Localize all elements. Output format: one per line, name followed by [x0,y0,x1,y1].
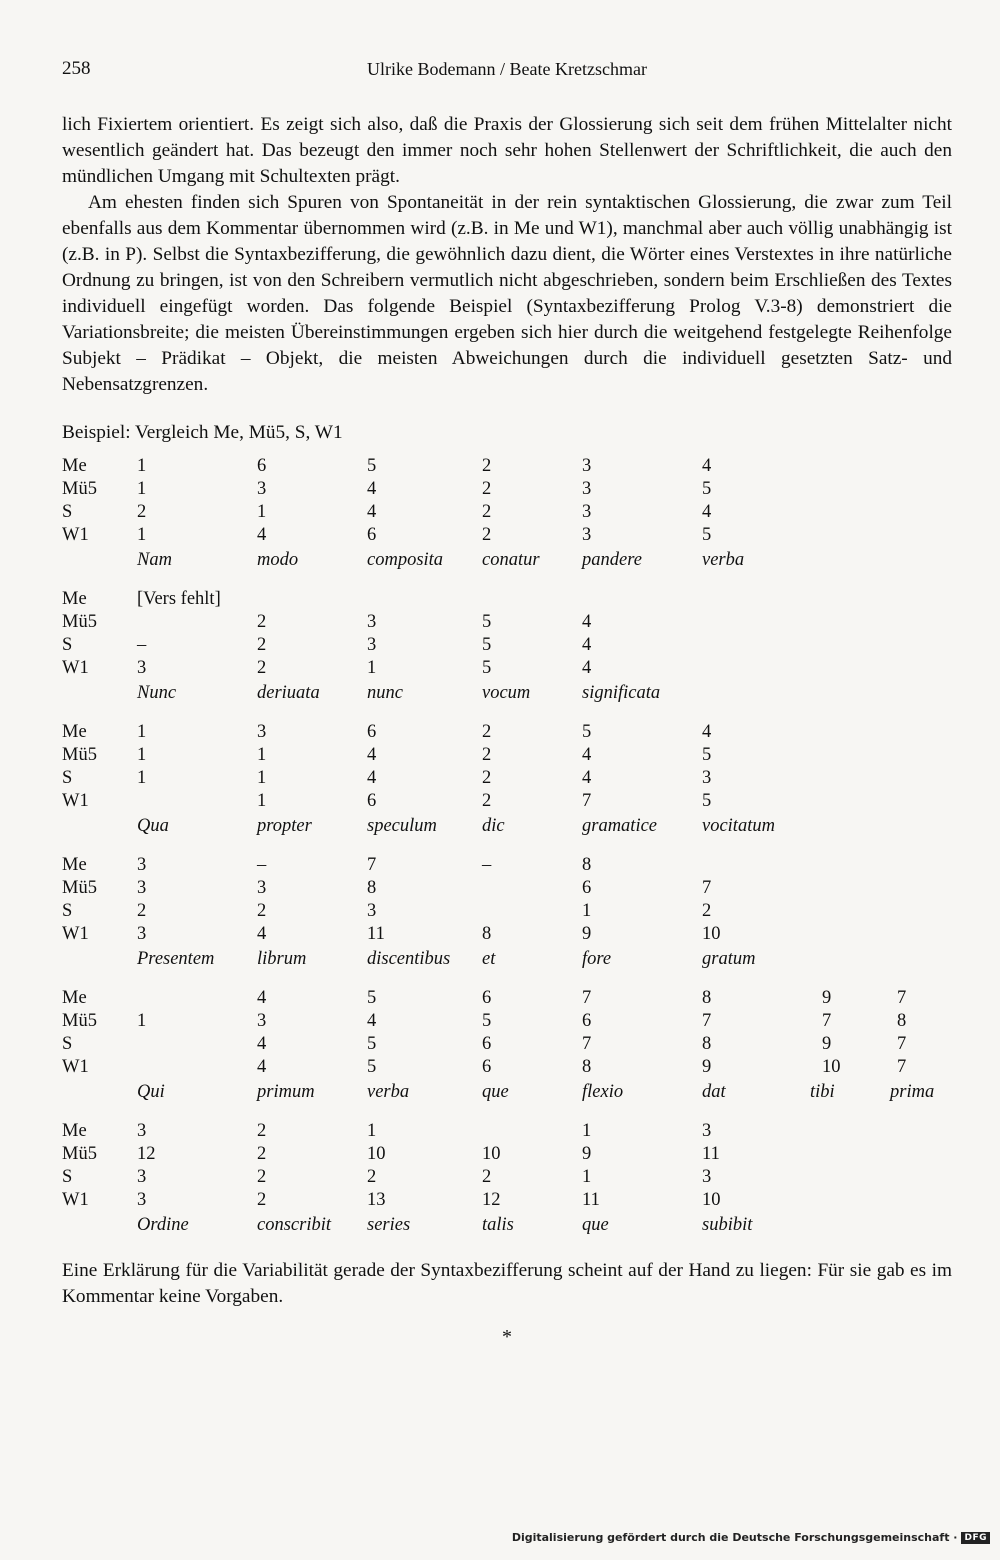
manuscript-siglum: Mü5 [62,878,97,898]
table-row [62,1011,952,1034]
table-row [62,479,952,502]
syntax-number: 1 [582,901,592,921]
latin-word: gramatice [582,816,658,836]
latin-word: librum [257,949,307,969]
syntax-number: 3 [702,768,712,788]
latin-word: Nam [137,550,172,570]
table-row [62,589,952,612]
latin-word: Presentem [137,949,215,969]
syntax-number: 3 [367,612,377,632]
latin-word: series [367,1215,411,1235]
latin-word: composita [367,550,444,570]
table-row [62,901,952,924]
syntax-number: 7 [582,1034,592,1054]
syntax-number: 1 [257,768,267,788]
latin-word: Qui [137,1082,165,1102]
syntax-number: 4 [257,525,267,545]
syntax-number: 1 [257,791,267,811]
manuscript-siglum: W1 [62,924,89,944]
syntax-number: 2 [257,901,267,921]
syntax-number: 4 [367,745,377,765]
syntax-number: 4 [367,768,377,788]
syntax-number: 3 [257,878,267,898]
syntax-number: 2 [482,502,492,522]
section-asterisk: * [502,1326,512,1348]
syntax-number: 4 [582,745,592,765]
latin-word: vocum [482,683,531,703]
syntax-number: 3 [257,1011,267,1031]
latin-word: speculum [367,816,437,836]
syntax-number: 2 [482,791,492,811]
latin-word: deriuata [257,683,320,703]
syntax-number: 7 [702,878,712,898]
syntax-number: 10 [822,1057,841,1077]
syntax-number: 4 [367,502,377,522]
syntax-number: 6 [482,1057,492,1077]
syntax-number: 6 [367,525,377,545]
syntax-number: 7 [367,855,377,875]
syntax-number: 3 [137,878,147,898]
manuscript-siglum: Mü5 [62,745,97,765]
table-block [62,1121,952,1240]
manuscript-siglum: Mü5 [62,1144,97,1164]
syntax-number: 2 [257,635,267,655]
manuscript-siglum: Me [62,1121,87,1141]
latin-word: que [582,1215,609,1235]
syntax-number: 4 [582,768,592,788]
syntax-number: 10 [367,1144,386,1164]
syntax-number: 8 [367,878,377,898]
dfg-logo: DFG [961,1532,990,1544]
syntax-number: 4 [582,658,592,678]
latin-word: Ordine [137,1215,189,1235]
latin-words-row [62,681,952,708]
syntax-number: 9 [582,1144,592,1164]
syntax-number: 3 [702,1121,712,1141]
syntax-number: 1 [137,768,147,788]
syntax-number: 11 [702,1144,720,1164]
syntax-number: 5 [367,1057,377,1077]
syntax-number: 2 [482,479,492,499]
syntax-number: 5 [367,1034,377,1054]
syntax-number: 7 [897,1034,907,1054]
syntax-number: 8 [897,1011,907,1031]
body-text [62,112,952,398]
syntax-number: 1 [582,1167,592,1187]
latin-word: et [482,949,496,969]
syntax-number: 2 [482,456,492,476]
syntax-number: 7 [897,1057,907,1077]
syntax-number: 1 [137,479,147,499]
latin-word: tibi [810,1082,835,1102]
syntax-number: 3 [137,1167,147,1187]
syntax-number: 3 [702,1167,712,1187]
running-head-authors: Ulrike Bodemann / Beate Kretzschmar [367,59,647,79]
syntax-number: 1 [582,1121,592,1141]
syntax-number: 2 [482,1167,492,1187]
syntax-number: – [257,855,267,875]
table-block [62,589,952,708]
table-block [62,988,952,1107]
syntax-number: 3 [137,1190,147,1210]
syntax-number: 3 [367,635,377,655]
syntax-numbering-table [62,456,952,1240]
table-block [62,456,952,575]
manuscript-siglum: Me [62,988,87,1008]
syntax-number: 10 [702,924,721,944]
syntax-number: 6 [582,878,592,898]
table-row [62,502,952,525]
syntax-number: 5 [582,722,592,742]
syntax-number: 4 [257,1034,267,1054]
syntax-number: 2 [482,722,492,742]
syntax-number: 1 [257,502,267,522]
syntax-number: 5 [367,456,377,476]
latin-word: gratum [702,949,756,969]
table-row [62,1190,952,1213]
manuscript-siglum: S [62,502,73,522]
syntax-number: 5 [367,988,377,1008]
syntax-number: 13 [367,1190,386,1210]
syntax-number: 4 [257,988,267,1008]
syntax-number: – [482,855,492,875]
table-row [62,988,952,1011]
syntax-number: 3 [137,1121,147,1141]
table-row [62,745,952,768]
syntax-number: 1 [137,1011,147,1031]
latin-word: modo [257,550,299,570]
manuscript-siglum: W1 [62,525,89,545]
syntax-number: 7 [822,1011,832,1031]
closing-paragraph: Eine Erklärung für die Variabilität gerade der Syntaxbezifferung scheint auf der Hand zu liegen: Für sie gab es im Kommentar keine Vorgaben. [62,1260,952,1307]
syntax-number: 6 [367,791,377,811]
table-row [62,1057,952,1080]
syntax-number: 7 [582,791,592,811]
syntax-number: 12 [482,1190,501,1210]
syntax-number: 10 [482,1144,501,1164]
table-row [62,855,952,878]
syntax-number: 4 [702,502,712,522]
syntax-number: 7 [582,988,592,1008]
manuscript-siglum: W1 [62,1190,89,1210]
latin-word: que [482,1082,509,1102]
syntax-number: 8 [702,988,712,1008]
syntax-number: 6 [367,722,377,742]
syntax-number: 6 [582,1011,592,1031]
syntax-number: 3 [367,901,377,921]
syntax-number: [Vers fehlt] [137,589,221,609]
latin-word: propter [257,816,312,836]
running-head [62,58,952,88]
syntax-number: 1 [137,456,147,476]
table-row [62,1034,952,1057]
syntax-number: 7 [702,1011,712,1031]
table-row [62,768,952,791]
syntax-number: 6 [257,456,267,476]
syntax-number: 3 [257,722,267,742]
syntax-number: 2 [482,768,492,788]
syntax-number: 5 [482,635,492,655]
syntax-number: 11 [582,1190,600,1210]
syntax-number: 2 [257,1121,267,1141]
syntax-number: 4 [367,479,377,499]
manuscript-siglum: S [62,1167,73,1187]
syntax-number: 6 [482,988,492,1008]
latin-word: subibit [702,1215,753,1235]
syntax-number: 1 [137,722,147,742]
syntax-number: 2 [257,1190,267,1210]
latin-word: verba [702,550,745,570]
paragraph: lich Fixiertem orientiert. Es zeigt sich also, daß die Praxis der Glossierung sich seit dem frühen Mittelalter nicht wesentlich geändert hat. Das bezeugt den immer noch sehr hohen Stellenwert der Schriftlichkeit, die auch den mündlichen Umgang mit Schultexten prägt. [62,114,952,187]
latin-words-row [62,1080,952,1107]
syntax-number: 4 [702,456,712,476]
syntax-number: 8 [582,855,592,875]
syntax-number: 2 [482,745,492,765]
table-row [62,791,952,814]
latin-words-row [62,947,952,974]
syntax-number: 8 [482,924,492,944]
syntax-number: 3 [582,479,592,499]
syntax-number: 12 [137,1144,156,1164]
manuscript-siglum: Mü5 [62,479,97,499]
manuscript-siglum: W1 [62,1057,89,1077]
table-row [62,1121,952,1144]
syntax-number: 1 [367,1121,377,1141]
syntax-number: 2 [257,1144,267,1164]
syntax-number: 5 [702,525,712,545]
digitization-credit [512,1531,990,1544]
syntax-number: 8 [702,1034,712,1054]
latin-word: prima [890,1082,935,1102]
table-row [62,635,952,658]
table-row [62,1144,952,1167]
latin-words-row [62,814,952,841]
syntax-number: 5 [702,479,712,499]
manuscript-siglum: Mü5 [62,1011,97,1031]
syntax-number: 1 [257,745,267,765]
latin-word: verba [367,1082,410,1102]
table-row [62,612,952,635]
syntax-number: 3 [137,855,147,875]
example-heading: Beispiel: Vergleich Me, Mü5, S, W1 [62,422,343,443]
latin-word: dic [482,816,505,836]
latin-word: primum [257,1082,315,1102]
syntax-number: 3 [582,525,592,545]
syntax-number: 5 [482,1011,492,1031]
manuscript-siglum: S [62,635,73,655]
syntax-number: 9 [822,1034,832,1054]
syntax-number: 1 [367,658,377,678]
syntax-number: 5 [702,791,712,811]
syntax-number: 4 [702,722,712,742]
table-row [62,722,952,745]
syntax-number: 2 [137,502,147,522]
syntax-number: 3 [582,502,592,522]
table-row [62,525,952,548]
syntax-number: 4 [582,612,592,632]
syntax-number: 3 [137,924,147,944]
table-block [62,855,952,974]
syntax-number: 2 [482,525,492,545]
latin-word: Qua [137,816,169,836]
syntax-number: 2 [137,901,147,921]
syntax-number: 6 [482,1034,492,1054]
latin-word: vocitatum [702,816,775,836]
syntax-number: – [137,635,147,655]
latin-word: pandere [582,550,642,570]
syntax-number: 3 [582,456,592,476]
latin-word: significata [582,683,661,703]
manuscript-siglum: S [62,1034,73,1054]
manuscript-siglum: W1 [62,791,89,811]
table-row [62,456,952,479]
syntax-number: 2 [367,1167,377,1187]
latin-words-row [62,1213,952,1240]
manuscript-siglum: S [62,768,73,788]
manuscript-siglum: Me [62,456,87,476]
syntax-number: 2 [257,658,267,678]
paragraph: Am ehesten finden sich Spuren von Spontaneität in der rein syntaktischen Glossierung, die zwar zum Teil ebenfalls aus dem Kommentar übernommen wird (z.B. in Me und W1), manchmal aber auch völlig unabhängig ist (z.B. in P). Selbst die Syntaxbezifferung, die gewöhnlich dazu dient, die Wörter eines Verstextes in ihre natürliche Ordnung zu bringen, ist von den Schreibern vermutlich nicht abgeschrieben, sondern beim Erschließen des Textes individuell eingefügt worden. Das folgende Beispiel (Syntaxbezifferung Prolog V.3-8) demonstriert die Variationsbreite; die meisten Übereinstimmungen ergeben sich hier durch die weitgehend festgelegte Reihenfolge Subjekt – Prädikat – Objekt, die meisten Abweichungen durch die individuell gesetzten Satz- und Nebensatzgrenzen. [62,192,952,395]
table-block [62,722,952,841]
syntax-number: 4 [257,924,267,944]
table-row [62,924,952,947]
syntax-number: 10 [702,1190,721,1210]
syntax-number: 5 [482,612,492,632]
manuscript-siglum: Mü5 [62,612,97,632]
page-number: 258 [62,58,91,79]
latin-words-row [62,548,952,575]
syntax-number: 5 [702,745,712,765]
latin-word: conatur [482,550,540,570]
syntax-number: 2 [257,612,267,632]
table-row [62,878,952,901]
latin-word: fore [582,949,612,969]
latin-word: conscribit [257,1215,331,1235]
syntax-number: 4 [582,635,592,655]
latin-word: dat [702,1082,726,1102]
syntax-number: 3 [137,658,147,678]
manuscript-siglum: Me [62,589,87,609]
syntax-number: 7 [897,988,907,1008]
syntax-number: 1 [137,745,147,765]
latin-word: talis [482,1215,514,1235]
manuscript-siglum: Me [62,855,87,875]
book-page [62,58,952,1349]
syntax-number: 2 [257,1167,267,1187]
syntax-number: 9 [822,988,832,1008]
latin-word: flexio [582,1082,624,1102]
credit-text: Digitalisierung gefördert durch die Deutsche Forschungsgemeinschaft · [511,1531,958,1544]
syntax-number: 8 [582,1057,592,1077]
syntax-number: 1 [137,525,147,545]
latin-word: nunc [367,683,403,703]
syntax-number: 9 [702,1057,712,1077]
manuscript-siglum: W1 [62,658,89,678]
table-row [62,1167,952,1190]
syntax-number: 4 [257,1057,267,1077]
manuscript-siglum: S [62,901,73,921]
syntax-number: 4 [367,1011,377,1031]
manuscript-siglum: Me [62,722,87,742]
syntax-number: 3 [257,479,267,499]
latin-word: Nunc [137,683,177,703]
syntax-number: 2 [702,901,712,921]
syntax-number: 11 [367,924,385,944]
syntax-number: 5 [482,658,492,678]
latin-word: discentibus [367,949,451,969]
table-row [62,658,952,681]
syntax-number: 9 [582,924,592,944]
